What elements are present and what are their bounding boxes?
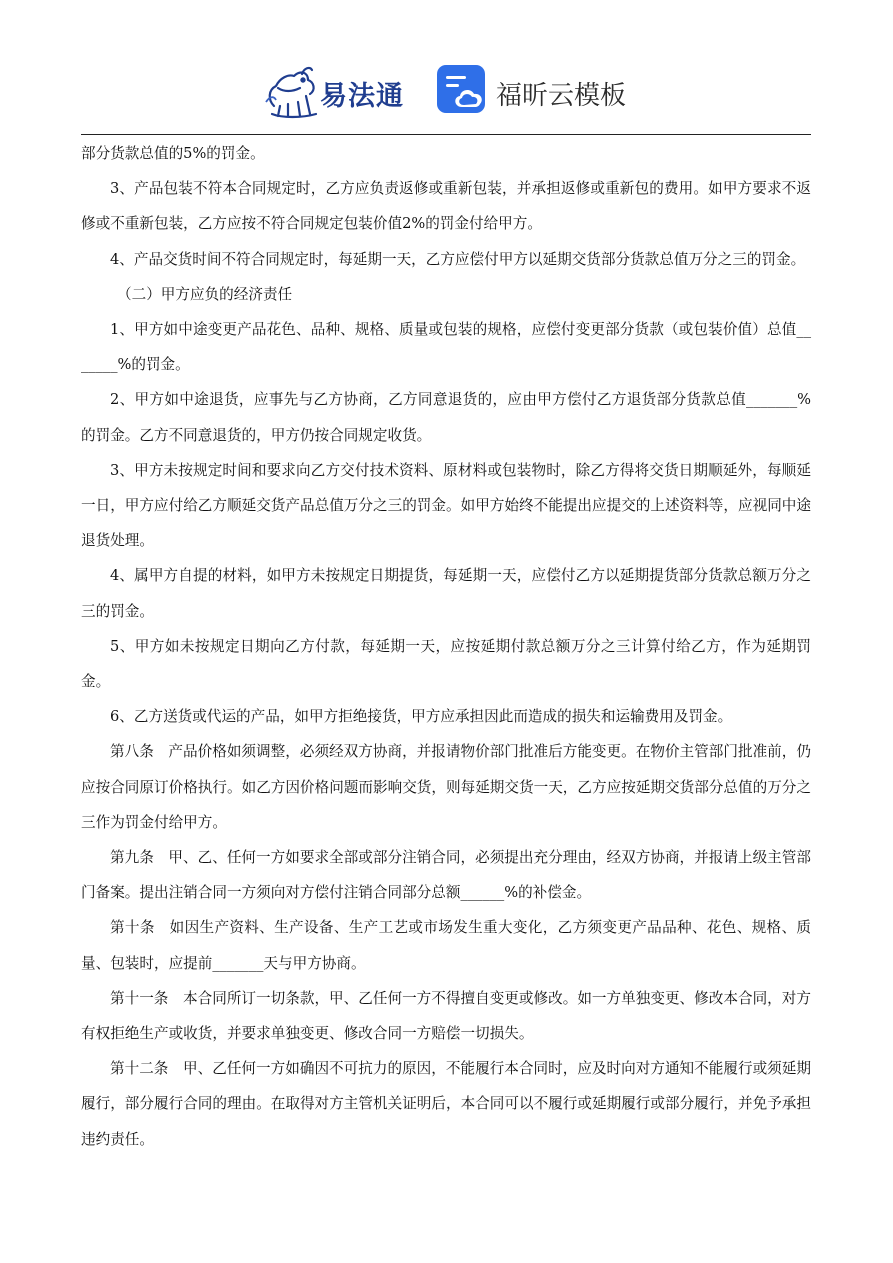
page-header	[0, 56, 893, 126]
brand-right-name: 福昕云模板	[496, 81, 627, 111]
paragraph: 3、产品包装不符本合同规定时，乙方应负责返修或重新包装，并承担返修或重新包的费用。如甲方要求不返修或不重新包装，乙方应按不符合同规定包装价值2%的罚金付给甲方。	[81, 180, 811, 233]
paragraph: 部分货款总值的5%的罚金。	[81, 145, 265, 162]
paragraph: 4、产品交货时间不符合同规定时，每延期一天，乙方应偿付甲方以延期交货部分货款总值万分之三的罚金。	[110, 250, 806, 268]
paragraph: 4、属甲方自提的材料，如甲方未按规定日期提货，每延期一天，应偿付乙方以延期提货部分货款总额万分之三的罚金。	[81, 567, 811, 620]
article-10: 第十条 如因生产资料、生产设备、生产工艺或市场发生重大变化，乙方须变更产品品种、花色、规格、质量、包装时，应提前_______天与甲方协商。	[81, 919, 811, 972]
paragraph: 2、甲方如中途退货，应事先与乙方协商，乙方同意退货的，应由甲方偿付乙方退货部分货款总值_______%的罚金。乙方不同意退货的，甲方仍按合同规定收货。	[81, 391, 811, 444]
fuxin-logo	[436, 62, 646, 120]
paragraph: 5、甲方如未按规定日期向乙方付款，每延期一天，应按延期付款总额万分之三计算付给乙方，作为延期罚金。	[81, 637, 811, 691]
article-11: 第十一条 本合同所订一切条款，甲、乙任何一方不得擅自变更或修改。如一方单独变更、修改本合同，对方有权拒绝生产或收货，并要求单独变更、修改合同一方赔偿一切损失。	[81, 989, 811, 1043]
article-12: 第十二条 甲、乙任何一方如确因不可抗力的原因，不能履行本合同时，应及时向对方通知不能履行或须延期履行，部分履行合同的理由。在取得对方主管机关证明后，本合同可以不履行或延期履行或部分履行，并免予承担违约责任。	[81, 1060, 811, 1148]
document-body	[81, 136, 811, 1157]
paragraph: 1、甲方如中途变更产品花色、品种、规格、质量或包装的规格，应偿付变更部分货款（或包装价值）总值_______%的罚金。	[81, 321, 811, 374]
header-divider	[81, 134, 811, 135]
paragraph: 6、乙方送货或代运的产品，如甲方拒绝接货，甲方应承担因此而造成的损失和运输费用及罚金。	[110, 708, 733, 726]
cloud-document-icon	[436, 62, 488, 116]
paragraph: 3、甲方未按规定时间和要求向乙方交付技术资料、原材料或包装物时，除乙方得将交货日期顺延外，每顺延一日，甲方应付给乙方顺延交货产品总值万分之三的罚金。如甲方始终不能提出应提交的上述资料等，应视同中途退货处理。	[81, 461, 811, 550]
article-8: 第八条 产品价格如须调整，必须经双方协商，并报请物价部门批准后方能变更。在物价主管部门批准前，仍应按合同原订价格执行。如乙方因价格问题而影响交货，则每延期交货一天，乙方应按延期交货部分总值的万分之三作为罚金付给甲方。	[81, 743, 811, 831]
section-heading: （二）甲方应负的经济责任	[117, 285, 293, 303]
article-9: 第九条 甲、乙、任何一方如要求全部或部分注销合同，必须提出充分理由，经双方协商，并报请上级主管部门备案。提出注销合同一方须向对方偿付注销合同部分总额______%的补偿金。	[81, 849, 811, 902]
brand-left-name: 易法通	[320, 81, 404, 112]
qilin-mascot-icon	[262, 62, 322, 120]
yifatong-logo	[262, 62, 422, 120]
